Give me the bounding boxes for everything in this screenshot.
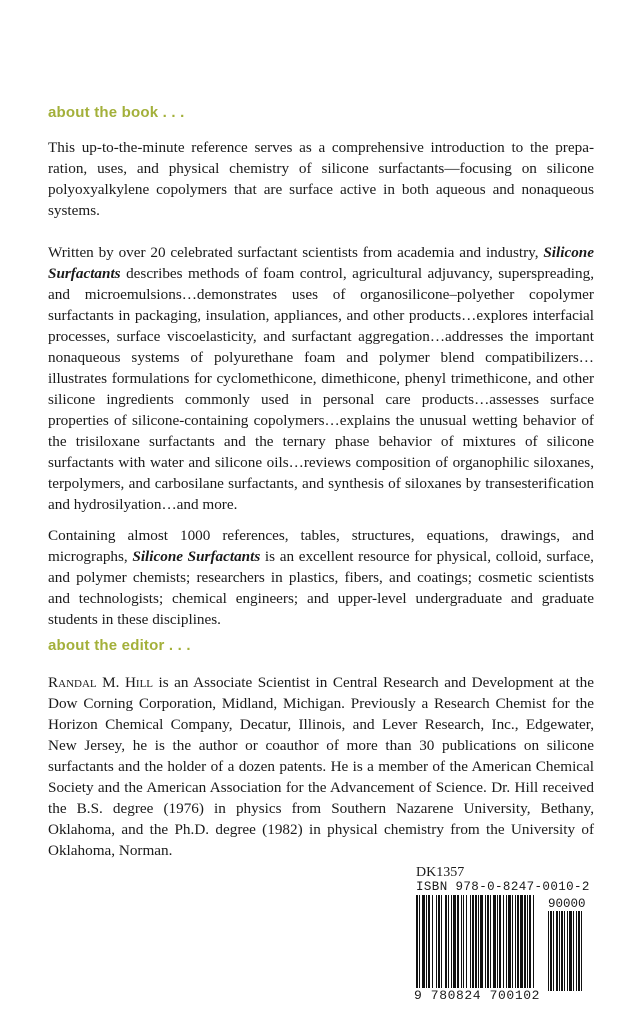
barcode-bar <box>497 895 498 991</box>
barcode-bar <box>485 895 486 991</box>
barcode-bar <box>466 895 467 991</box>
barcode-bar <box>533 895 534 991</box>
barcode-bar <box>499 895 501 991</box>
barcode-bar <box>517 895 519 991</box>
addon-barcode-bar <box>553 911 554 991</box>
editor-bio-text: is an Associate Scientist in Central Research and Development at the Dow Corning Corporation, Midland, Michigan. Previously a Research Chemist for the Horizon Chemical Company, Decatur, Illinois, and Lever Research, Inc., Edgewater, New Jersey, he is the author or coauthor of more than 30 publications on silicone surfactants and the holder of a dozen patents. He is a member of the American Chemical Society and the American Association for the Advancement of Science. Dr. Hill received the B.S. degree (1976) in physics from Southern Nazarene University, Bethany, Oklahoma, and the Ph.D. degree (1982) in physical chemistry from the University of Oklahoma, Norman. <box>48 674 594 859</box>
barcode-bar <box>493 895 496 991</box>
barcode-bar <box>487 895 489 991</box>
editor-bio <box>48 672 594 861</box>
addon-barcode-bar <box>559 911 560 991</box>
barcode-bar <box>515 895 516 991</box>
barcode-price-code: 90000 <box>548 897 586 911</box>
addon-barcode-bar <box>569 911 572 991</box>
barcode-bar <box>478 895 479 991</box>
barcode-bar <box>451 895 452 991</box>
barcode-bar <box>470 895 471 991</box>
addon-barcode-bar <box>564 911 565 991</box>
barcode-bar <box>457 895 459 991</box>
addon-barcode-bar <box>561 911 563 991</box>
book-paragraph-2-intro: Written by over 20 celebrated surfactant scientists from academia and industry, <box>48 244 544 261</box>
barcode-bar <box>438 895 440 991</box>
barcode-bar <box>461 895 462 991</box>
about-the-book-heading: about the book . . . <box>48 104 185 121</box>
barcode-bar <box>426 895 427 991</box>
barcode-bar <box>422 895 425 991</box>
barcode-bar <box>416 895 418 991</box>
addon-barcode-bar <box>581 911 582 991</box>
addon-barcode-bar <box>573 911 574 991</box>
book-paragraph-1: This up-to-the-minute reference serves as a comprehensive introduction to the preparation, uses, and physical chemistry of silicone surfactants—focusing on silicone polyoxyalkylene copolymers that are surface active in both aqueous and nonaqueous systems. <box>48 139 594 219</box>
barcode-bar <box>432 895 433 991</box>
barcode-bar <box>480 895 483 991</box>
barcode-bar <box>445 895 447 991</box>
book-paragraph-3-body: is an excellent resource for physical, colloid, surface, and polymer chemists; researchers in plastics, fibers, and coatings; cosmetic scientists and technologists; chemical engineers; and upper-level undergraduate and graduate students in these disciplines. <box>48 548 594 628</box>
addon-barcode-bar <box>550 911 552 991</box>
editor-name: Randal M. Hill <box>48 674 154 691</box>
barcode-bar <box>475 895 477 991</box>
isbn-label: ISBN 978-0-8247-0010-2 <box>416 880 590 894</box>
barcode-bar <box>512 895 513 991</box>
addon-barcode-bar <box>548 911 549 991</box>
catalog-number: DK1357 <box>416 865 465 880</box>
barcode-bar <box>520 895 523 991</box>
barcode-bar <box>441 895 442 991</box>
barcode-bar <box>529 895 531 991</box>
book-title-italic: Silicone Surfactants <box>132 548 261 565</box>
barcode-bar <box>527 895 528 991</box>
barcode-bar <box>508 895 511 991</box>
barcode-number: 9 780824 700102 <box>414 988 541 1003</box>
addon-barcode-bar <box>576 911 577 991</box>
book-paragraph-3 <box>48 525 594 630</box>
barcode-bar <box>419 895 420 991</box>
barcode-bar <box>506 895 507 991</box>
barcode-bar <box>448 895 449 991</box>
book-paragraph-3-intro: Containing almost 1000 references, tables, structures, equations, drawings, and micrographs, <box>48 527 594 565</box>
barcode-bar <box>463 895 464 991</box>
book-title-italic: Silicone Surfactants <box>48 244 594 282</box>
barcode-bar <box>503 895 504 991</box>
addon-barcode-bar <box>567 911 568 991</box>
addon-barcode-bar <box>578 911 580 991</box>
barcode-bar <box>472 895 474 991</box>
barcode-bar <box>428 895 430 991</box>
book-paragraph-2 <box>48 242 594 515</box>
barcode-bar <box>436 895 437 991</box>
about-the-editor-heading: about the editor . . . <box>48 637 191 654</box>
book-paragraph-2-body: describes methods of foam control, agricultural adjuvancy, superspreading, and microemulsions…demonstrates uses of organosilicone–polyether copolymer surfactants in packaging, insulation, appliances, and other products…explores interfacial processes, surface viscoelasticity, and surfactant aggregation…addresses the important nonaqueous systems of polyurethane foam and polymer blend compatibilizers…illustrates formulations for cyclomethicone, dimethicone, phenyl trimethicone, and other silicone ingredients commonly used in personal care products…assesses surface properties of silicone-containing copolymers…explains the unusual wetting behavior of the trisiloxane surfactants and the ternary phase behavior of mixtures of silicone surfactants with water and silicone oils…reviews composition of organophilic siloxanes, terpolymers, and carbosilane surfactants, and synthesis of siloxanes by transesterification and hydrosilyation…and more. <box>48 265 594 513</box>
barcode-bar <box>524 895 526 991</box>
addon-barcode-bar <box>556 911 558 991</box>
barcode-bar <box>490 895 491 991</box>
barcode-bar <box>453 895 456 991</box>
